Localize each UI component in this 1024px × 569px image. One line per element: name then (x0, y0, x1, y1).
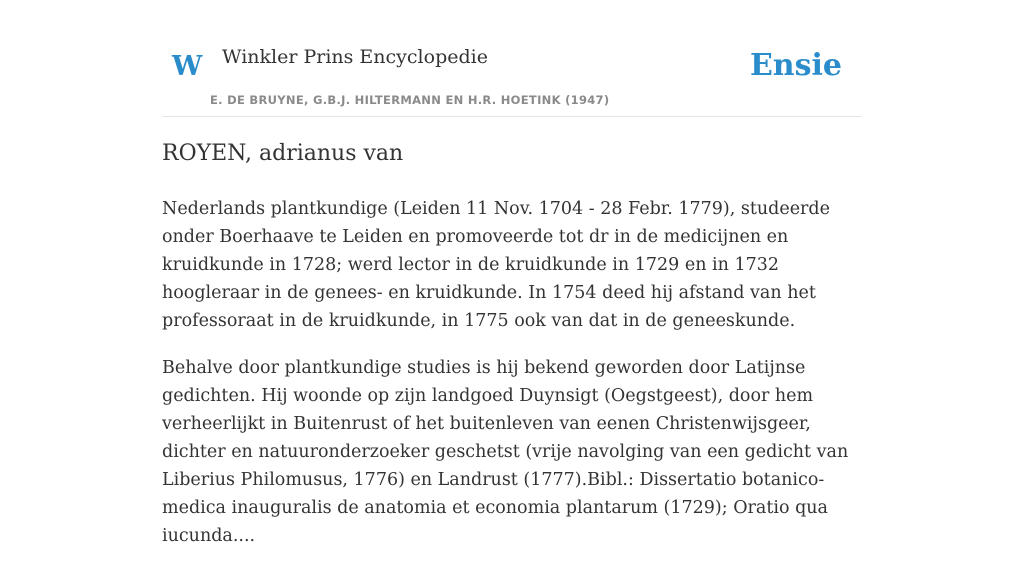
source-title[interactable]: Winkler Prins Encyclopedie (222, 46, 488, 68)
article-paragraph: Nederlands plantkundige (Leiden 11 Nov. 1704 - 28 Febr. 1779), studeerde onder Boerhaave te Leiden en promoveerde tot dr in de medicijnen en kruidkunde in 1728; werd lector in de kruidkunde in 1729 en in 1732 hoogleraar in de genees- en kruidkunde. In 1754 deed hij afstand van het professoraat in de kruidkunde, in 1775 ook van dat in de geneeskunde. (162, 198, 830, 331)
article (162, 140, 862, 569)
source-authors: E. DE BRUYNE, G.B.J. HILTERMANN EN H.R. HOETINK (1947) (210, 93, 610, 107)
site-header (162, 0, 862, 117)
winkler-prins-logo[interactable]: W (172, 51, 203, 82)
article-paragraph: Behalve door plantkundige studies is hij bekend geworden door Latijnse gedichten. Hij woonde op zijn landgoed Duynsigt (Oegstgeest), door hem verheerlijkt in Buitenrust of het buitenleven van eenen Christenwijsgeer, dichter en natuuronderzoeker geschetst (vrije navolging van een gedicht van Liberius Philomusus, 1776) en Landrust (1777).Bibl.: Dissertatio botanico-medica inauguralis de anatomia et economia plantarum (1729); Oratio qua iucunda.... (162, 357, 849, 546)
ensie-logo[interactable]: Ensie (749, 48, 842, 83)
article-title: ROYEN, adrianus van (162, 141, 404, 166)
